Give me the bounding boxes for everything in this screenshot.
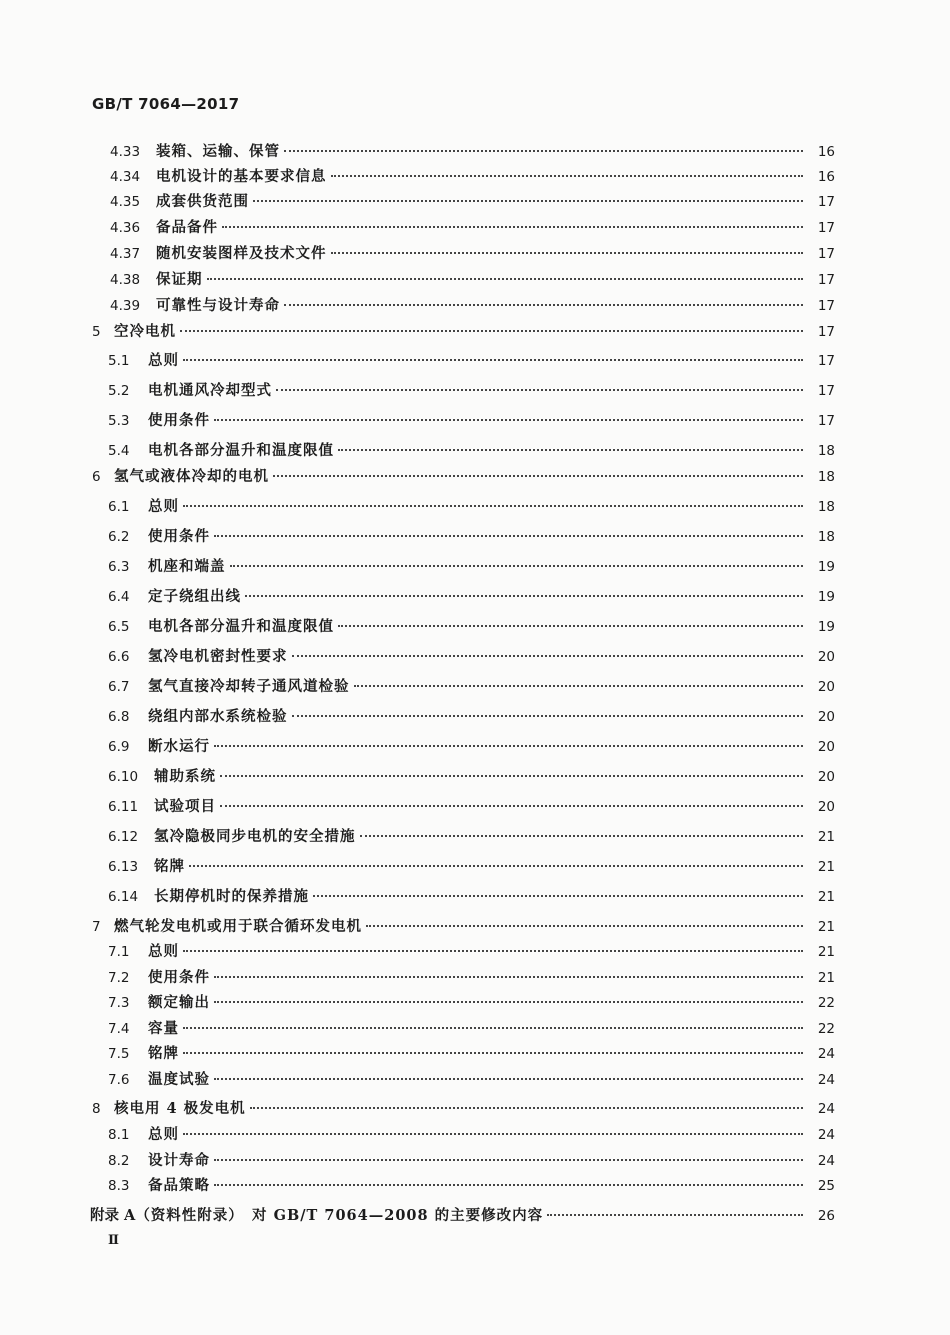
toc-entry-page: 20 <box>817 739 835 755</box>
toc-entry-number: 4.33 <box>110 144 141 160</box>
toc-entry[interactable] <box>108 767 835 787</box>
toc-entry[interactable] <box>110 218 835 238</box>
toc-entry-page: 24 <box>817 1046 835 1062</box>
toc-entry-title: 空冷电机 <box>114 323 176 340</box>
toc-entry-page: 21 <box>817 919 835 935</box>
toc-dot-leader <box>183 1133 803 1135</box>
toc-entry-title: 氢冷电机密封性要求 <box>148 648 288 665</box>
toc-entry[interactable] <box>108 737 835 757</box>
toc-entry-page: 17 <box>817 194 835 210</box>
standard-code-header: GB/T 7064—2017 <box>92 95 240 113</box>
toc-entry[interactable] <box>108 857 835 877</box>
toc-entry-number: 4.39 <box>110 298 141 314</box>
toc-entry-page: 18 <box>817 499 835 515</box>
toc-entry-number: 6.5 <box>108 619 130 635</box>
toc-entry[interactable] <box>108 617 835 637</box>
toc-entry-title: 随机安装图样及技术文件 <box>156 245 327 262</box>
toc-entry-number: 附录 A <box>90 1207 136 1224</box>
toc-dot-leader <box>284 304 803 306</box>
toc-entry-title: 铭牌 <box>148 1045 179 1062</box>
toc-entry-title: 使用条件 <box>148 528 210 545</box>
toc-entry[interactable] <box>108 411 835 431</box>
toc-entry-number: 5.2 <box>108 383 130 399</box>
toc-entry-page: 22 <box>817 995 835 1011</box>
toc-entry-number: 7 <box>92 919 101 935</box>
toc-entry[interactable] <box>110 244 835 264</box>
toc-entry[interactable] <box>108 351 835 371</box>
toc-entry[interactable] <box>108 797 835 817</box>
toc-entry[interactable] <box>108 557 835 577</box>
toc-dot-leader <box>354 685 804 687</box>
toc-entry-title: 温度试验 <box>148 1071 210 1088</box>
toc-dot-leader <box>292 655 804 657</box>
toc-dot-leader <box>183 950 803 952</box>
toc-entry[interactable] <box>92 467 835 487</box>
toc-entry-page: 21 <box>817 970 835 986</box>
toc-entry-title: 保证期 <box>156 271 203 288</box>
toc-dot-leader <box>214 1159 803 1161</box>
toc-entry-page: 26 <box>817 1208 835 1224</box>
toc-entry-title: 氢气直接冷却转子通风道检验 <box>148 678 350 695</box>
toc-entry-title: 电机通风冷却型式 <box>148 382 272 399</box>
toc-dot-leader <box>214 745 803 747</box>
toc-entry-title: 铭牌 <box>154 858 185 875</box>
toc-entry-number: 6.7 <box>108 679 130 695</box>
toc-entry-title: 装箱、运输、保管 <box>156 143 280 160</box>
toc-entry-title: 使用条件 <box>148 412 210 429</box>
toc-entry-number: 8.2 <box>108 1153 130 1169</box>
toc-entry-number: 5.1 <box>108 353 130 369</box>
toc-entry-title: 电机各部分温升和温度限值 <box>148 618 334 635</box>
toc-entry-title: 长期停机时的保养措施 <box>154 888 309 905</box>
toc-entry[interactable] <box>110 142 835 162</box>
toc-entry[interactable] <box>92 322 835 342</box>
toc-dot-leader <box>222 226 803 228</box>
toc-entry-title: 电机设计的基本要求信息 <box>156 168 327 185</box>
toc-entry-number: 7.2 <box>108 970 130 986</box>
toc-entry-number: 4.37 <box>110 246 141 262</box>
toc-entry[interactable] <box>108 1019 835 1039</box>
toc-entry-page: 16 <box>817 144 835 160</box>
toc-entry-number: 4.38 <box>110 272 141 288</box>
toc-entry-title: 使用条件 <box>148 969 210 986</box>
toc-entry-title: 备品策略 <box>148 1177 210 1194</box>
toc-dot-leader <box>183 359 803 361</box>
toc-dot-leader <box>214 976 803 978</box>
toc-entry-title: 核电用 4 极发电机 <box>114 1100 246 1117</box>
toc-entry-number: 6.11 <box>108 799 139 815</box>
toc-entry-number: 6.3 <box>108 559 130 575</box>
toc-entry-number: 7.5 <box>108 1046 130 1062</box>
toc-entry[interactable] <box>108 497 835 517</box>
toc-entry-page: 25 <box>817 1178 835 1194</box>
toc-entry[interactable] <box>92 1099 835 1119</box>
toc-entry-title: （资料性附录） 对 GB/T 7064—2008 的主要修改内容 <box>135 1207 544 1224</box>
toc-entry-page: 17 <box>817 246 835 262</box>
toc-entry-number: 4.34 <box>110 169 141 185</box>
toc-entry-number: 4.35 <box>110 194 141 210</box>
toc-dot-leader <box>292 715 804 717</box>
toc-entry-title: 成套供货范围 <box>156 193 249 210</box>
toc-dot-leader <box>214 1001 803 1003</box>
toc-dot-leader <box>331 252 804 254</box>
toc-entry-page: 21 <box>817 944 835 960</box>
toc-entry-number: 6 <box>92 469 101 485</box>
toc-entry[interactable] <box>108 993 835 1013</box>
toc-dot-leader <box>366 925 803 927</box>
toc-entry-title: 总则 <box>148 1126 179 1143</box>
toc-dot-leader <box>245 595 803 597</box>
toc-dot-leader <box>183 1052 803 1054</box>
toc-entry-title: 总则 <box>148 498 179 515</box>
toc-entry[interactable] <box>108 381 835 401</box>
toc-entry-title: 绕组内部水系统检验 <box>148 708 288 725</box>
toc-entry-title: 总则 <box>148 352 179 369</box>
toc-entry-page: 24 <box>817 1072 835 1088</box>
toc-entry-page: 16 <box>817 169 835 185</box>
toc-entry-page: 19 <box>817 589 835 605</box>
toc-entry[interactable] <box>92 917 835 937</box>
toc-dot-leader <box>220 775 803 777</box>
toc-entry-page: 17 <box>817 298 835 314</box>
toc-dot-leader <box>207 278 804 280</box>
toc-entry[interactable] <box>108 1125 835 1145</box>
toc-entry-page: 24 <box>817 1127 835 1143</box>
toc-entry-title: 可靠性与设计寿命 <box>156 297 280 314</box>
toc-entry-title: 定子绕组出线 <box>148 588 241 605</box>
toc-dot-leader <box>338 625 803 627</box>
toc-entry-page: 24 <box>817 1153 835 1169</box>
toc-entry-number: 7.3 <box>108 995 130 1011</box>
toc-entry[interactable] <box>108 942 835 962</box>
toc-entry-page: 17 <box>817 353 835 369</box>
toc-dot-leader <box>214 1078 803 1080</box>
toc-entry-page: 20 <box>817 799 835 815</box>
toc-entry-number: 5 <box>92 324 101 340</box>
toc-entry-page: 18 <box>817 443 835 459</box>
toc-entry-page: 20 <box>817 709 835 725</box>
toc-entry[interactable] <box>108 441 835 461</box>
toc-dot-leader <box>273 475 803 477</box>
toc-entry[interactable] <box>110 296 835 316</box>
toc-entry[interactable] <box>108 527 835 547</box>
toc-entry-number: 6.13 <box>108 859 139 875</box>
toc-entry-title: 氢冷隐极同步电机的安全措施 <box>154 828 356 845</box>
toc-entry-title: 电机各部分温升和温度限值 <box>148 442 334 459</box>
toc-entry[interactable] <box>108 677 835 697</box>
toc-entry[interactable] <box>110 167 835 187</box>
toc-entry-page: 19 <box>817 559 835 575</box>
toc-entry-number: 8 <box>92 1101 101 1117</box>
toc-entry-title: 试验项目 <box>154 798 216 815</box>
toc-entry[interactable] <box>108 1176 835 1196</box>
toc-dot-leader <box>230 565 804 567</box>
toc-entry-number: 8.1 <box>108 1127 130 1143</box>
toc-entry-number: 7.1 <box>108 944 130 960</box>
toc-entry-page: 18 <box>817 529 835 545</box>
toc-entry-number: 5.3 <box>108 413 130 429</box>
toc-entry-title: 备品备件 <box>156 219 218 236</box>
toc-dot-leader <box>284 150 803 152</box>
toc-dot-leader <box>180 330 803 332</box>
toc-entry-number: 6.4 <box>108 589 130 605</box>
toc-entry-page: 21 <box>817 859 835 875</box>
toc-entry-page: 17 <box>817 220 835 236</box>
toc-entry[interactable] <box>108 1151 835 1171</box>
toc-entry-number: 7.4 <box>108 1021 130 1037</box>
toc-entry-page: 17 <box>817 272 835 288</box>
toc-entry-title: 氢气或液体冷却的电机 <box>114 468 269 485</box>
toc-entry-page: 20 <box>817 649 835 665</box>
toc-entry[interactable] <box>108 647 835 667</box>
toc-dot-leader <box>253 200 803 202</box>
toc-entry-page: 24 <box>817 1101 835 1117</box>
toc-entry-page: 21 <box>817 889 835 905</box>
toc-entry-page: 17 <box>817 383 835 399</box>
toc-entry-number: 6.14 <box>108 889 139 905</box>
toc-dot-leader <box>547 1214 803 1216</box>
toc-entry-page: 17 <box>817 324 835 340</box>
toc-entry[interactable] <box>108 587 835 607</box>
toc-entry-page: 20 <box>817 769 835 785</box>
toc-entry-page: 19 <box>817 619 835 635</box>
toc-entry-page: 17 <box>817 413 835 429</box>
toc-entry-title: 设计寿命 <box>148 1152 210 1169</box>
toc-entry[interactable] <box>108 1044 835 1064</box>
toc-entry-number: 6.12 <box>108 829 139 845</box>
toc-entry-number: 6.10 <box>108 769 139 785</box>
toc-entry-page: 22 <box>817 1021 835 1037</box>
toc-entry-number: 6.6 <box>108 649 130 665</box>
toc-dot-leader <box>214 1184 803 1186</box>
toc-entry[interactable] <box>108 827 835 847</box>
toc-entry-title: 额定输出 <box>148 994 210 1011</box>
toc-dot-leader <box>313 895 803 897</box>
toc-entry-title: 机座和端盖 <box>148 558 226 575</box>
toc-entry-title: 辅助系统 <box>154 768 216 785</box>
toc-entry[interactable] <box>108 707 835 727</box>
toc-entry[interactable] <box>108 1070 835 1090</box>
toc-dot-leader <box>220 805 803 807</box>
toc-entry[interactable] <box>108 968 835 988</box>
toc-entry-number: 6.2 <box>108 529 130 545</box>
toc-dot-leader <box>360 835 804 837</box>
toc-dot-leader <box>250 1107 803 1109</box>
toc-dot-leader <box>214 535 803 537</box>
toc-entry-number: 6.9 <box>108 739 130 755</box>
toc-entry-number: 6.8 <box>108 709 130 725</box>
toc-dot-leader <box>276 389 803 391</box>
toc-dot-leader <box>183 1027 803 1029</box>
toc-entry-title: 断水运行 <box>148 738 210 755</box>
page-number-footer: Ⅱ <box>108 1233 119 1248</box>
toc-entry[interactable] <box>108 887 835 907</box>
toc-entry-number: 8.3 <box>108 1178 130 1194</box>
toc-entry-number: 4.36 <box>110 220 141 236</box>
toc-entry-page: 20 <box>817 679 835 695</box>
toc-dot-leader <box>189 865 803 867</box>
toc-entry-page: 18 <box>817 469 835 485</box>
toc-dot-leader <box>214 419 803 421</box>
toc-dot-leader <box>183 505 803 507</box>
toc-entry-number: 5.4 <box>108 443 130 459</box>
toc-entry-title: 总则 <box>148 943 179 960</box>
toc-entry-number: 7.6 <box>108 1072 130 1088</box>
toc-entry[interactable] <box>90 1206 835 1226</box>
toc-entry-title: 容量 <box>148 1020 179 1037</box>
toc-entry-page: 21 <box>817 829 835 845</box>
toc-dot-leader <box>331 175 804 177</box>
toc-entry-title: 燃气轮发电机或用于联合循环发电机 <box>114 918 362 935</box>
toc-entry[interactable] <box>110 192 835 212</box>
toc-entry-number: 6.1 <box>108 499 130 515</box>
toc-entry[interactable] <box>110 270 835 290</box>
toc-dot-leader <box>338 449 803 451</box>
